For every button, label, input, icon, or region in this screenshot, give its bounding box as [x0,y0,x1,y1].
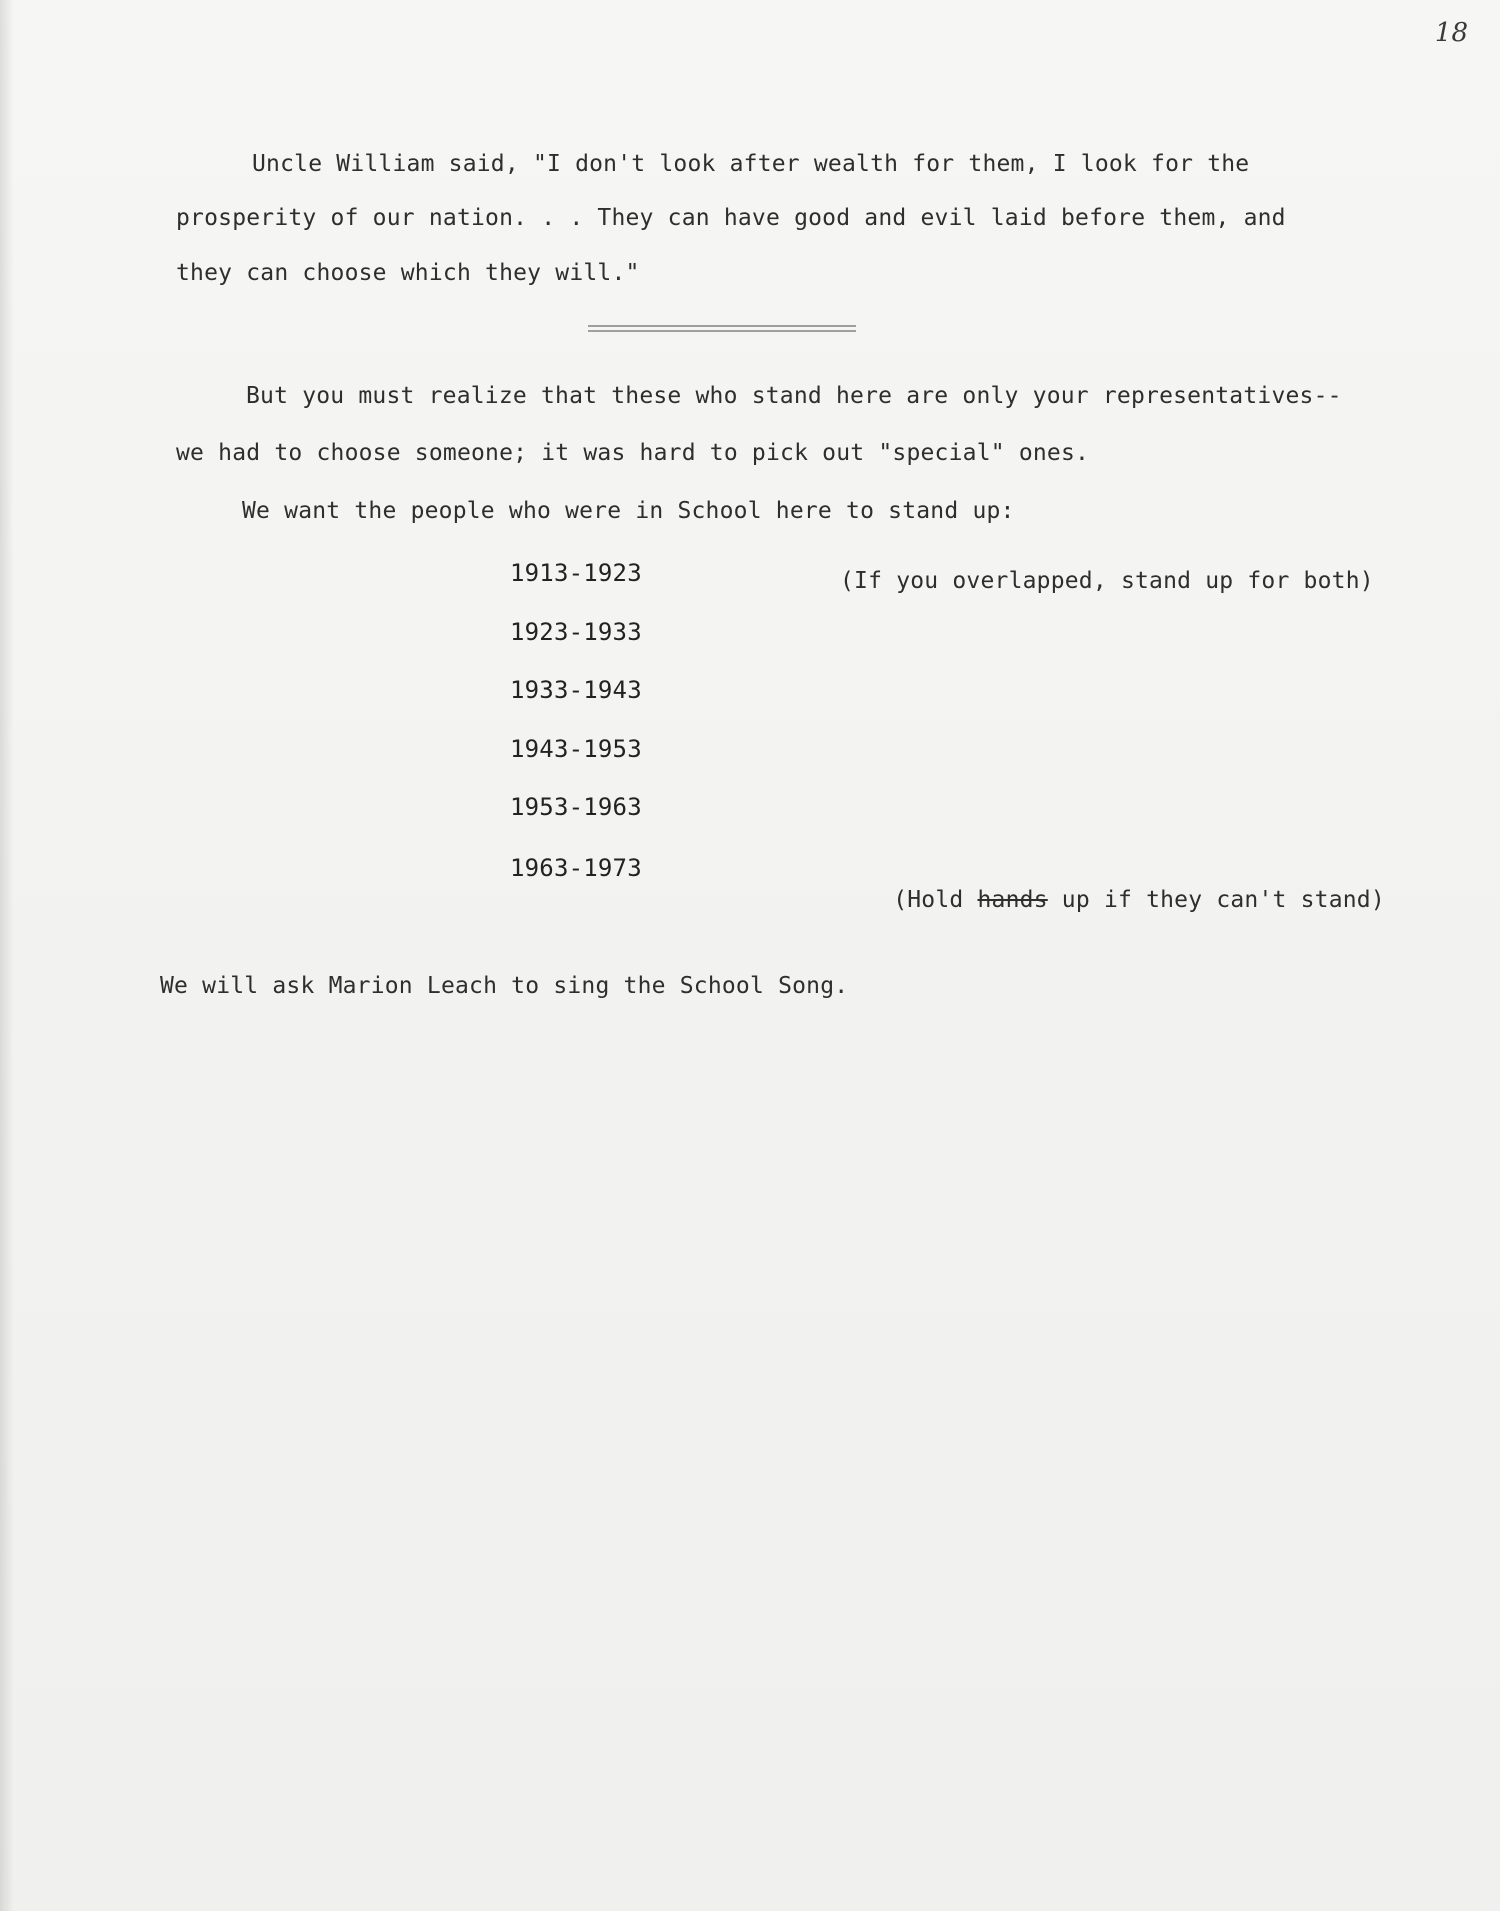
paragraph-3-line-1: We want the people who were in School here to stand up: [242,498,1015,524]
year-range-4: 1943-1953 [510,735,642,763]
page-number: 18 [1434,18,1468,48]
closing-line: We will ask Marion Leach to sing the School Song. [160,973,849,999]
year-range-3: 1933-1943 [510,676,642,704]
year-range-2: 1923-1933 [510,618,642,646]
hold-note [837,866,1385,935]
section-divider [588,325,856,335]
hold-note-suffix: up if they can't stand) [1047,887,1385,913]
hold-note-struck-word: hands [977,887,1048,913]
year-range-6: 1963-1973 [510,854,642,882]
hold-note-prefix: (Hold [893,887,978,913]
year-range-5: 1953-1963 [510,793,642,821]
year-range-1: 1913-1923 [510,559,642,587]
paragraph-1-line-3: they can choose which they will." [176,260,640,286]
paragraph-2-line-2: we had to choose someone; it was hard to pick out "special" ones. [176,440,1090,466]
paragraph-2-line-1: But you must realize that these who stand here are only your representatives-- [246,383,1342,409]
paragraph-1-line-2: prosperity of our nation. . . They can have good and evil laid before them, and [176,205,1286,231]
overlap-note: (If you overlapped, stand up for both) [840,568,1374,594]
paragraph-1-line-1: Uncle William said, "I don't look after wealth for them, I look for the [252,151,1250,177]
